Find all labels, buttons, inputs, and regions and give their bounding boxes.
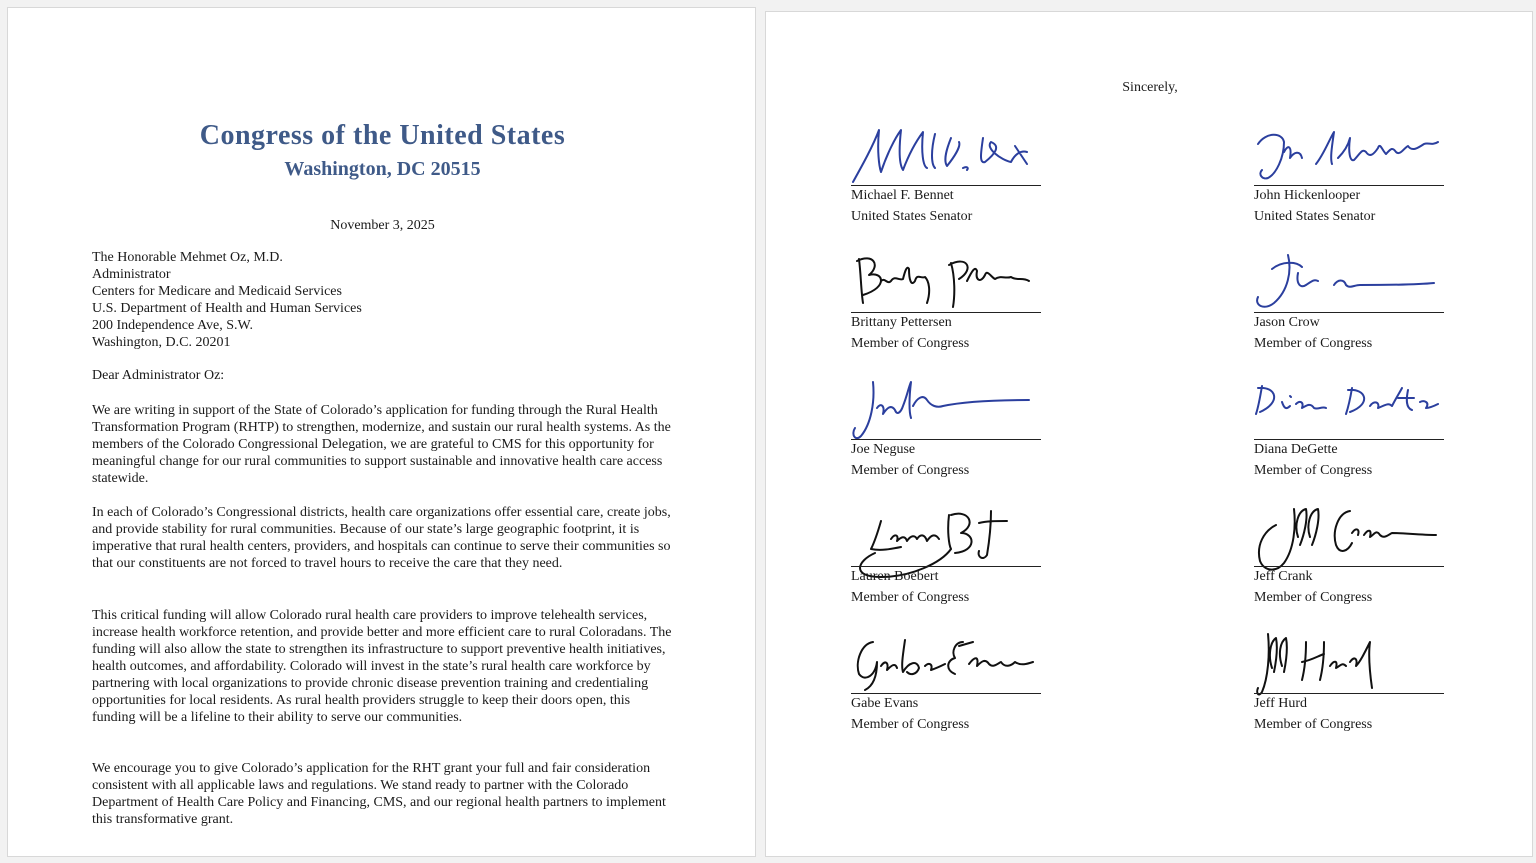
signature-line: [851, 566, 1041, 567]
letter-page-2: [765, 11, 1533, 857]
signature-stroke: [860, 511, 1007, 577]
signature-stroke: [857, 258, 1029, 307]
signature-block-pettersen: [851, 251, 1041, 361]
signatory-name: Jeff Crank: [1254, 569, 1313, 584]
signature-block-neguse: [851, 378, 1041, 488]
closing: Sincerely,: [1122, 80, 1178, 95]
signature-block-hickenlooper: [1254, 124, 1444, 234]
signature-stroke: [1259, 509, 1436, 570]
signatory-title: Member of Congress: [1254, 463, 1373, 478]
signature-image: [851, 124, 1041, 186]
signature-stroke: [1258, 132, 1438, 178]
signature-stroke: [1256, 386, 1438, 414]
signatory-name: Jeff Hurd: [1254, 696, 1308, 711]
signatory-name: Joe Neguse: [851, 442, 916, 457]
signatory-name: Jason Crow: [1254, 315, 1320, 330]
signature-stroke: [853, 130, 1027, 182]
signatory-title: United States Senator: [1254, 209, 1376, 224]
signatory-name: John Hickenlooper: [1254, 188, 1361, 203]
signature-image: [1254, 124, 1444, 186]
signatory-name: Brittany Pettersen: [851, 315, 952, 330]
signature-block-crow: [1254, 251, 1444, 361]
body-paragraph: We are writing in support of the State of Colorado’s application for funding through the Rural Health Transformation Program (RHTP) to strengthen, modernize, and sustain our rural health systems. As the members of the Colorado Congressional Delegation, we are grateful to CMS for this opportunity for meaningful change for our rural communities to support sustainable and innovative health care access statewide.: [92, 403, 671, 486]
signature-line: [851, 693, 1041, 694]
signature-stroke: [858, 640, 1033, 690]
signature-block-evans: [851, 632, 1041, 742]
body-paragraph: This critical funding will allow Colorado rural health care providers to improve telehealth services, increase health workforce retention, and provide better and more efficient care to rural Coloradans. The funding will also allow the state to strengthen its infrastructure to support preventive health initiatives, health outcomes, and affordability. Colorado will invest in the state’s rural health care workforce by partnering with local organizations to provide chronic disease prevention training and credentialing opportunities for local residents. As rural health providers struggle to keep their doors open, this funding will be a lifeline to their ability to serve our communities.: [92, 608, 672, 725]
signature-image: [851, 632, 1041, 694]
letterhead-title: Congress of the United States: [199, 120, 566, 151]
signatory-name: Michael F. Bennet: [851, 188, 954, 203]
letter-page-1: [7, 7, 756, 857]
signature-image: [1254, 505, 1444, 567]
signatory-name: Gabe Evans: [851, 696, 919, 711]
signature-block-hurd: [1254, 632, 1444, 742]
signatory-title: Member of Congress: [851, 717, 970, 732]
body-paragraph: We encourage you to give Colorado’s application for the RHT grant your full and fair consideration consistent with all applicable laws and regulations. We stand ready to partner with the Colorado Department of Health Care Policy and Financing, CMS, and our regional health partners to implement this transformative grant.: [92, 761, 666, 827]
signatory-name: Diana DeGette: [1254, 442, 1338, 457]
letterhead-subtitle: Washington, DC 20515: [284, 158, 481, 180]
signature-stroke: [1257, 634, 1372, 695]
signature-line: [851, 312, 1041, 313]
signature-image: [851, 505, 1041, 567]
signature-line: [1254, 693, 1444, 694]
signature-block-boebert: [851, 505, 1041, 615]
signature-image: [1254, 632, 1444, 694]
recipient-line: Washington, D.C. 20201: [92, 335, 231, 350]
signatory-title: United States Senator: [851, 209, 973, 224]
signatory-title: Member of Congress: [1254, 590, 1373, 605]
signature-image: [851, 251, 1041, 313]
signature-block-degette: [1254, 378, 1444, 488]
recipient-address: [92, 249, 362, 351]
signatory-title: Member of Congress: [1254, 717, 1373, 732]
signature-block-bennet: [851, 124, 1041, 234]
recipient-line: U.S. Department of Health and Human Services: [92, 301, 362, 316]
signatory-title: Member of Congress: [851, 336, 970, 351]
signature-line: [1254, 439, 1444, 440]
salutation: Dear Administrator Oz:: [92, 368, 225, 383]
signatory-title: Member of Congress: [851, 463, 970, 478]
letter-date: November 3, 2025: [330, 218, 435, 233]
signature-image: [851, 378, 1041, 440]
recipient-line: Administrator: [92, 267, 171, 282]
recipient-line: The Honorable Mehmet Oz, M.D.: [92, 250, 283, 265]
signature-stroke: [853, 382, 1029, 438]
signature-stroke: [1257, 255, 1434, 307]
signature-image: [1254, 378, 1444, 440]
signatory-name: Lauren Boebert: [851, 569, 939, 584]
signature-line: [851, 185, 1041, 186]
recipient-line: Centers for Medicare and Medicaid Services: [92, 284, 342, 299]
signature-line: [1254, 312, 1444, 313]
signature-image: [1254, 251, 1444, 313]
signature-block-crank: [1254, 505, 1444, 615]
signatory-title: Member of Congress: [1254, 336, 1373, 351]
signature-line: [851, 439, 1041, 440]
recipient-line: 200 Independence Ave, S.W.: [92, 318, 253, 333]
body-paragraph: In each of Colorado’s Congressional districts, health care organizations offer essential care, create jobs, and provide stability for rural communities. Because of our state’s large geographic footprint, it is imperative that rural health centers, providers, and hospitals can continue to serve their communities so that our constituents are not forced to travel hours to receive the care that they need.: [92, 505, 671, 571]
signature-line: [1254, 185, 1444, 186]
signatory-title: Member of Congress: [851, 590, 970, 605]
signature-line: [1254, 566, 1444, 567]
